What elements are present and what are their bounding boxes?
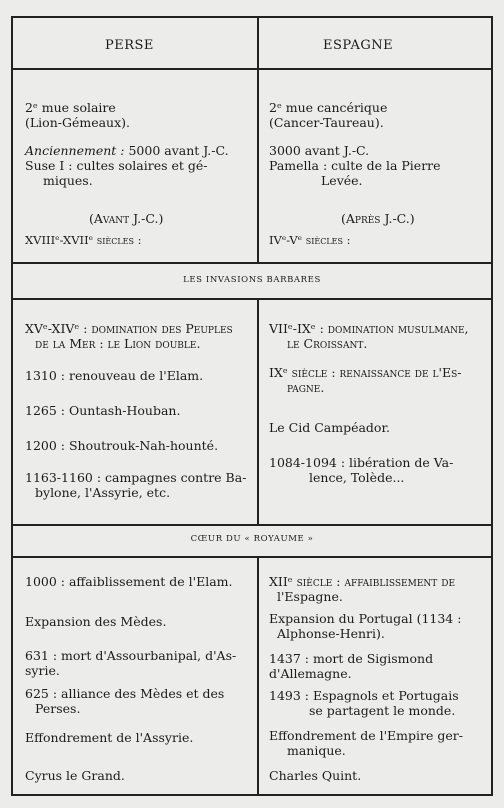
persia-inv-1200: 1200 : Shoutrouk-Nah-hounté. xyxy=(25,438,219,453)
header-perse: PERSE xyxy=(105,38,154,53)
spain-coeur-empire: Effondrement de l'Empire ger- manique. xyxy=(269,728,463,758)
spain-inv-1084: 1084-1094 : libération de Va- lence, Tolède... xyxy=(269,455,454,485)
persia-coeur-cyrus: Cyrus le Grand. xyxy=(25,768,125,783)
spain-coeur-xii: XIIᵉ siècle : affaiblissement de l'Espagne. xyxy=(269,574,456,604)
spain-apres-label: (Après J.-C.) xyxy=(341,211,415,226)
divider-vertical-top xyxy=(257,18,259,262)
persia-avant-label: (Avant J.-C.) xyxy=(89,211,164,226)
section-title-invasions: LES INVASIONS BARBARES xyxy=(183,275,321,285)
persia-coeur-assyrie: Effondrement de l'Assyrie. xyxy=(25,730,194,745)
section-title-coeur: CŒUR DU « ROYAUME » xyxy=(190,534,314,544)
persia-inv-peuples: XVᵉ-XIVᵉ : domination des Peuples de la Mer : le Lion double. xyxy=(25,321,233,351)
divider-invasions-bottom xyxy=(13,298,491,300)
header-espagne: ESPAGNE xyxy=(323,38,394,53)
persia-siecles: XVIIIᵉ-XVIIᵉ siècles : xyxy=(25,233,142,247)
spain-siecles: IVᵉ-Vᵉ siècles : xyxy=(269,233,351,247)
divider-header xyxy=(13,68,491,70)
persia-coeur-medes: Expansion des Mèdes. xyxy=(25,614,167,629)
persia-coeur-631: 631 : mort d'Assourbanipal, d'As- syrie. xyxy=(25,648,237,678)
persia-anciennement: Anciennement : 5000 avant J.-C. Suse I : cultes solaires et gé- miques. xyxy=(25,143,229,188)
spain-inv-musulmane: VIIᵉ-IXᵉ : domination musulmane, le Croissant. xyxy=(269,321,469,351)
spain-coeur-portugal: Expansion du Portugal (1134 : Alphonse-Henri). xyxy=(269,611,462,641)
persia-mue: 2ᵉ mue solaire (Lion-Gémeaux). xyxy=(25,100,131,130)
spain-inv-cid: Le Cid Campéador. xyxy=(269,420,391,435)
persia-inv-1310: 1310 : renouveau de l'Elam. xyxy=(25,368,204,383)
divider-coeur-bottom xyxy=(13,556,491,558)
persia-inv-1163: 1163-1160 : campagnes contre Ba- bylone, l'Assyrie, etc. xyxy=(25,470,247,500)
comparison-table xyxy=(11,16,493,796)
divider-coeur-top xyxy=(13,524,491,526)
spain-pamella: 3000 avant J.-C. Pamella : culte de la Pierre Levée. xyxy=(269,143,441,188)
persia-inv-1265: 1265 : Ountash-Houban. xyxy=(25,403,181,418)
spain-coeur-1493: 1493 : Espagnols et Portugais se partagent le monde. xyxy=(269,688,459,718)
spain-inv-renaissance: IXᵉ siècle : renaissance de l'Es- pagne. xyxy=(269,365,462,395)
divider-vertical-bottom xyxy=(257,556,259,796)
spain-mue: 2ᵉ mue cancérique (Cancer-Taureau). xyxy=(269,100,388,130)
divider-vertical-middle xyxy=(257,298,259,524)
persia-coeur-625: 625 : alliance des Mèdes et des Perses. xyxy=(25,686,225,716)
spain-coeur-charles: Charles Quint. xyxy=(269,768,362,783)
persia-coeur-1000: 1000 : affaiblissement de l'Elam. xyxy=(25,574,233,589)
divider-invasions-top xyxy=(13,262,491,264)
spain-coeur-1437: 1437 : mort de Sigismond d'Allemagne. xyxy=(269,651,434,681)
